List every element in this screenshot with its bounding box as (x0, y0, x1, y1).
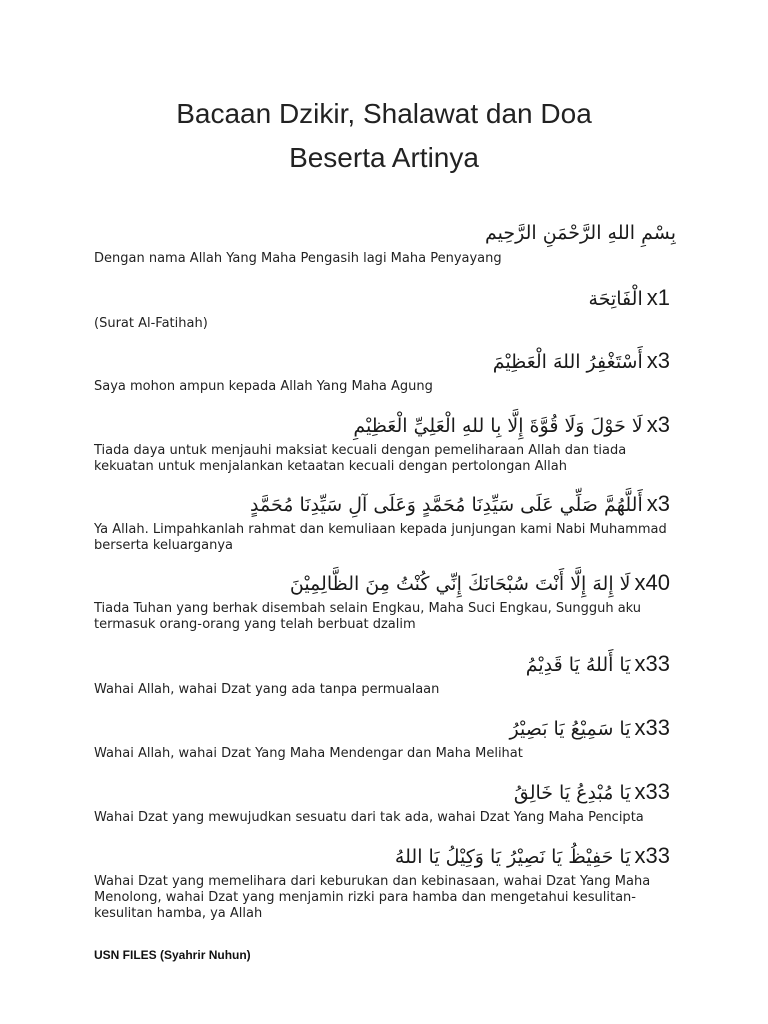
arabic-text: أَللَّهُمَّ صَلِّي عَلَى سَيِّدِنَا مُحَمَّدٍ وَعَلَى آلِ سَيِّدِنَا مُحَمَّدٍ (250, 494, 643, 516)
repetition-count: x33 (634, 779, 670, 804)
document-title-line-2: Beserta Artinya (289, 142, 479, 173)
meaning-text: Dengan nama Allah Yang Maha Pengasih lagi Maha Penyayang (94, 251, 502, 266)
dzikir-entry (94, 215, 676, 267)
repetition-count: x3 (646, 491, 670, 516)
dzikir-entry (94, 565, 676, 633)
document-footer: USN FILES (Syahrir Nuhun) (94, 948, 251, 962)
arabic-text: بِسْمِ اللهِ الرَّحْمَنِ الرَّحِيم (485, 222, 676, 244)
arabic-line (94, 215, 676, 251)
arabic-text: لَا حَوْلَ وَلَا قُوَّةَ إِلَّا بِا للهِ الْعَلِيِّ الْعَظِيْمِ (353, 415, 643, 437)
dzikir-entry (94, 774, 676, 826)
repetition-count: x33 (634, 715, 670, 740)
arabic-line (94, 343, 676, 379)
dzikir-entry (94, 407, 676, 475)
arabic-line (94, 486, 676, 522)
meaning-text: Wahai Dzat yang mewujudkan sesuatu dari tak ada, wahai Dzat Yang Maha Pencipta (94, 810, 644, 825)
meaning-text: Wahai Allah, wahai Dzat Yang Maha Mendengar dan Maha Melihat (94, 746, 523, 761)
meaning-text: Wahai Dzat yang memelihara dari keburukan dan kebinasaan, wahai Dzat Yang Maha Menolong, wahai Dzat yang menjamin rizki para hamba dan mengetahui kesulitan-kesulitan hamba, ya Allah (94, 874, 651, 921)
document-title-line-1: Bacaan Dzikir, Shalawat dan Doa (176, 98, 592, 129)
arabic-line (94, 565, 676, 601)
arabic-line (94, 646, 676, 682)
arabic-line (94, 407, 676, 443)
arabic-text: يَا مُبْدِعُ يَا خَالِقُ (513, 782, 631, 804)
meaning-text: Wahai Allah, wahai Dzat yang ada tanpa permualaan (94, 682, 440, 697)
arabic-text: يَا حَفِيْظُ يَا نَصِيْرُ يَا وَكِيْلُ يَا اللهُ (394, 846, 631, 868)
arabic-line (94, 774, 676, 810)
meaning-text: Tiada daya untuk menjauhi maksiat kecuali dengan pemeliharaan Allah dan tiada kekuatan untuk menjalankan ketaatan kecuali dengan pertolongan Allah (94, 443, 627, 474)
arabic-line (94, 838, 676, 874)
dzikir-entry (94, 710, 676, 762)
dzikir-entry (94, 838, 676, 922)
arabic-text: يَا أَللهُ يَا قَدِيْمُ (525, 654, 631, 676)
dzikir-entry (94, 280, 676, 332)
dzikir-entry (94, 343, 676, 395)
meaning-text: Saya mohon ampun kepada Allah Yang Maha Agung (94, 379, 433, 394)
arabic-text: أَسْتَغْفِرُ اللهَ الْعَظِيْمَ (492, 351, 643, 373)
arabic-text: الْفَاتِحَة (588, 288, 643, 310)
meaning-text: (Surat Al-Fatihah) (94, 316, 208, 331)
repetition-count: x3 (646, 348, 670, 373)
dzikir-entry (94, 486, 676, 554)
repetition-count: x40 (634, 570, 670, 595)
arabic-text: يَا سَمِيْعُ يَا بَصِيْرُ (509, 718, 631, 740)
meaning-text: Tiada Tuhan yang berhak disembah selain Engkau, Maha Suci Engkau, Sungguh aku termasuk orang-orang yang telah berbuat dzalim (94, 601, 642, 632)
meaning-text: Ya Allah. Limpahkanlah rahmat dan kemuliaan kepada junjungan kami Nabi Muhammad berserta keluarganya (94, 522, 667, 553)
arabic-line (94, 710, 676, 746)
arabic-line (94, 280, 676, 316)
repetition-count: x3 (646, 412, 670, 437)
arabic-text: لَا إِلهَ إِلَّا أَنْتَ سُبْحَانَكَ إِنِّي كُنْتُ مِنَ الظَّالِمِيْنَ (289, 573, 631, 595)
dzikir-entry (94, 646, 676, 698)
repetition-count: x1 (646, 285, 670, 310)
repetition-count: x33 (634, 651, 670, 676)
repetition-count: x33 (634, 843, 670, 868)
